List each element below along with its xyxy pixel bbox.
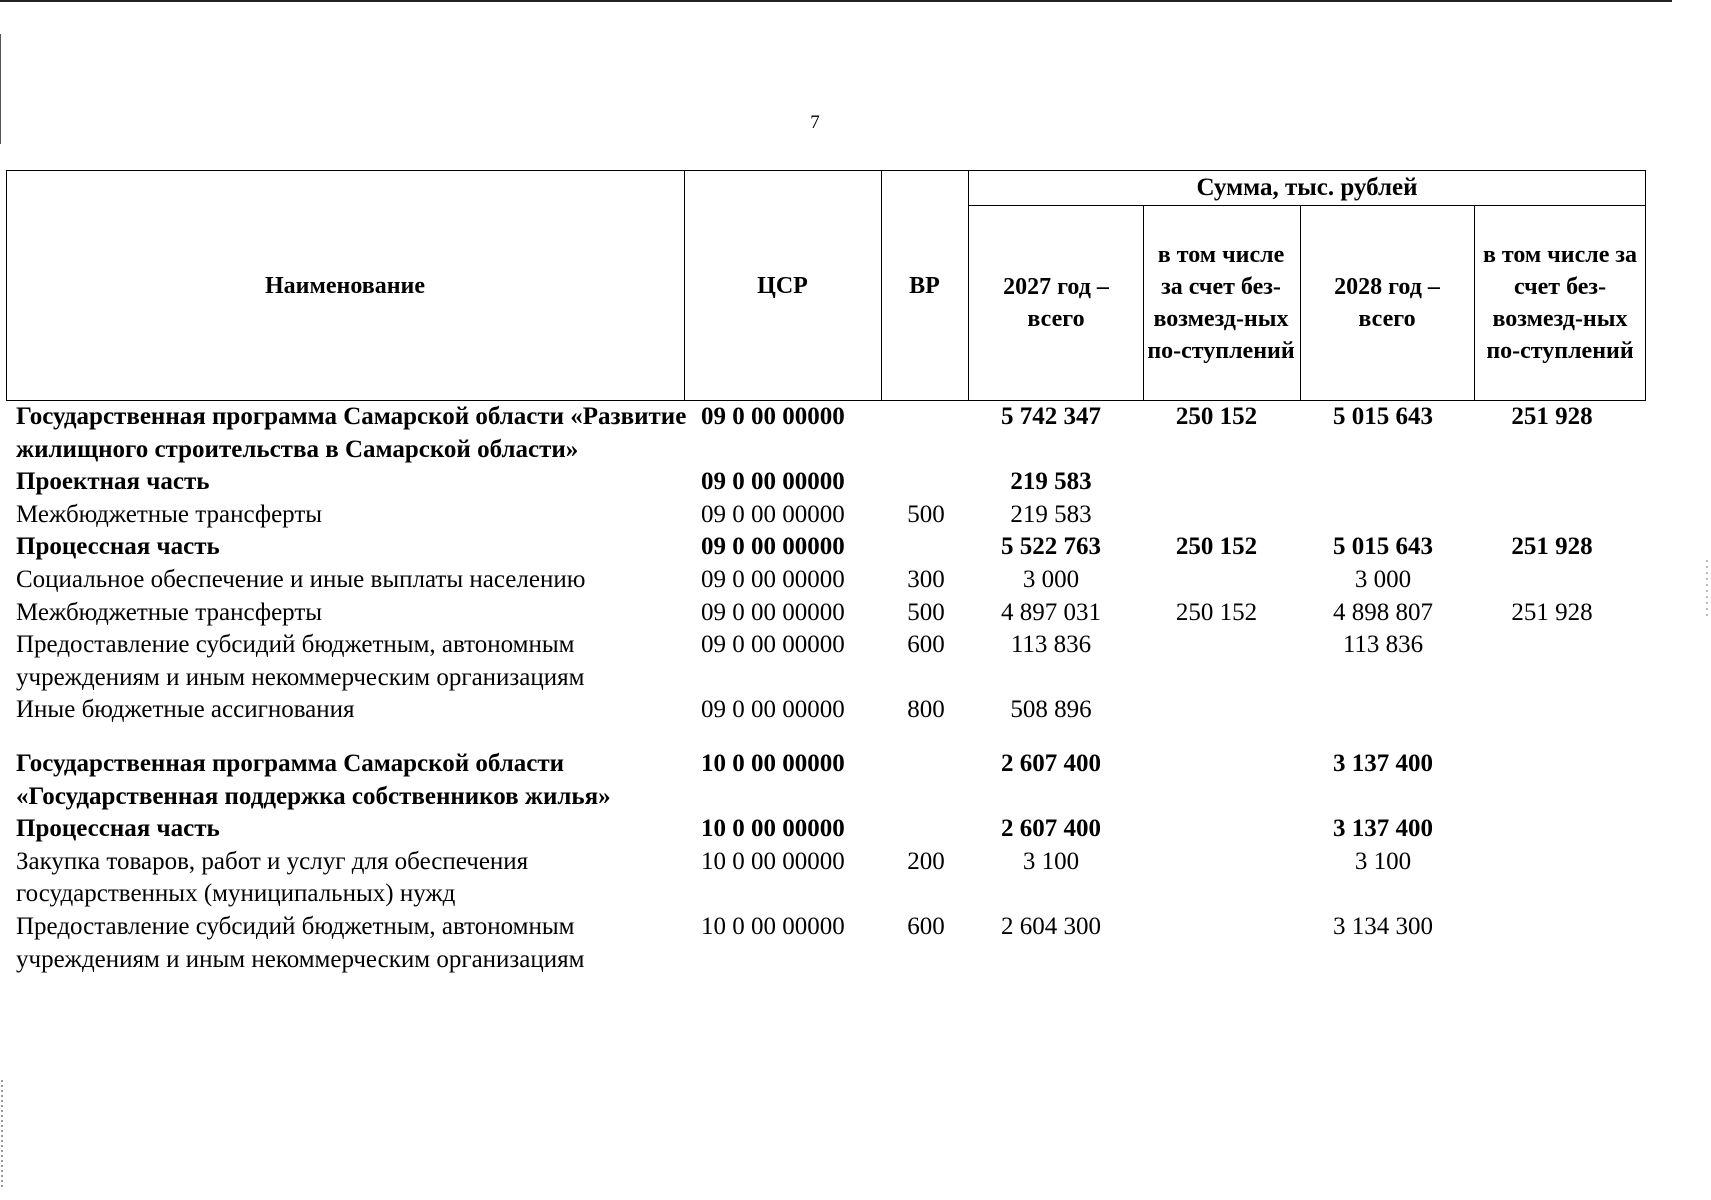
row-name: Государственная программа Самарской области «Развитие жилищного строительства в Самарской области» [16,403,687,463]
table-row [0,499,1711,532]
row-2027-free: 250 152 [1175,598,1258,626]
scan-speck [1,1080,3,1190]
table-row [0,401,1711,466]
table-row [0,629,1711,694]
row-csr: 10 0 00 00000 [701,749,845,777]
row-2028-total: 3 100 [1354,847,1412,875]
row-name: Иные бюджетные ассигнования [16,696,355,724]
row-csr: 09 0 00 00000 [701,598,845,626]
row-2028-total: 3 137 400 [1333,815,1433,843]
row-csr: 09 0 00 00000 [701,565,845,593]
table-row [0,911,1711,976]
row-2027-total: 5 742 347 [1001,403,1101,430]
row-name: Закупка товаров, работ и услуг для обеспечения государственных (муниципальных) нужд [16,847,529,908]
row-2027-total: 5 522 763 [1001,533,1101,561]
row-2028-total: 5 015 643 [1333,533,1433,561]
row-2027-free: 250 152 [1175,403,1258,430]
row-2027-total: 508 896 [1010,696,1092,724]
row-2027-total: 2 607 400 [1001,749,1101,777]
row-csr: 09 0 00 00000 [701,403,845,430]
row-csr: 09 0 00 00000 [701,468,845,496]
row-csr: 09 0 00 00000 [701,696,845,724]
header-csr: ЦСР [757,272,808,299]
row-csr: 10 0 00 00000 [701,912,845,940]
row-2028-free: 251 928 [1511,403,1593,430]
header-vr: ВР [909,272,940,299]
row-name: Процессная часть [16,533,220,561]
table-row [0,564,1711,597]
row-2028-total: 3 134 300 [1333,912,1433,940]
table-row [0,694,1711,727]
row-2028-total: 113 836 [1342,631,1424,659]
header-2028-total: 2028 год – всего [1334,274,1440,332]
row-2027-total: 3 100 [1022,847,1080,875]
header-2027-free: в том числе за счет без-возмезд-ных по-ступлений [1147,242,1295,364]
row-2027-total: 219 583 [1010,468,1092,496]
row-2028-total: 4 898 807 [1333,598,1433,626]
row-vr: 600 [907,912,945,940]
header-name: Наименование [265,272,425,299]
table-row [0,813,1711,846]
row-name: Межбюджетные трансферты [16,500,323,528]
row-csr: 10 0 00 00000 [701,847,845,875]
page-top-border [0,0,1672,2]
row-2027-total: 4 897 031 [1001,598,1101,626]
row-2027-total: 219 583 [1010,500,1092,528]
row-name: Государственная программа Самарской области «Государственная поддержка собственников жилья» [16,749,611,810]
table-row [0,466,1711,499]
header-2027-total: 2027 год – всего [1003,274,1109,332]
row-2028-total: 3 137 400 [1333,749,1433,777]
row-vr: 500 [907,500,945,528]
row-2028-total: 5 015 643 [1333,403,1433,430]
row-2027-total: 3 000 [1022,565,1080,593]
row-csr: 09 0 00 00000 [701,500,845,528]
row-2028-total: 3 000 [1354,565,1412,593]
row-2027-total: 2 607 400 [1001,815,1101,843]
page-number: 7 [810,112,820,133]
row-name: Социальное обеспечение и иные выплаты населению [16,565,586,593]
table-body [0,401,1711,976]
table-row [0,531,1711,564]
row-vr: 800 [907,696,945,724]
row-name: Процессная часть [16,815,220,843]
row-2027-total: 113 836 [1010,631,1092,659]
table-row [0,748,1711,813]
row-name: Предоставление субсидий бюджетным, автономным учреждениям и иным некоммерческим организациям [16,631,585,691]
row-vr: 500 [907,598,945,626]
row-2027-free: 250 152 [1175,533,1258,561]
row-csr: 09 0 00 00000 [701,631,845,659]
row-csr: 10 0 00 00000 [701,815,845,843]
row-name: Проектная часть [16,468,210,496]
header-sum-group: Сумма, тыс. рублей [1196,173,1418,201]
row-name: Межбюджетные трансферты [16,598,323,626]
row-2028-free: 251 928 [1511,533,1593,561]
table-row [0,846,1711,911]
header-2028-free: в том числе за счет без-возмезд-ных по-ступлений [1482,242,1638,364]
row-2027-total: 2 604 300 [1001,912,1101,940]
page-left-mark [0,34,1,144]
table-header [6,170,1646,401]
table-row [0,597,1711,630]
row-csr: 09 0 00 00000 [701,533,845,561]
row-vr: 300 [907,565,945,593]
row-2028-free: 251 928 [1511,598,1593,626]
row-name: Предоставление субсидий бюджетным, автономным учреждениям и иным некоммерческим организациям [16,912,585,973]
row-vr: 600 [907,631,945,659]
row-vr: 200 [907,847,945,875]
